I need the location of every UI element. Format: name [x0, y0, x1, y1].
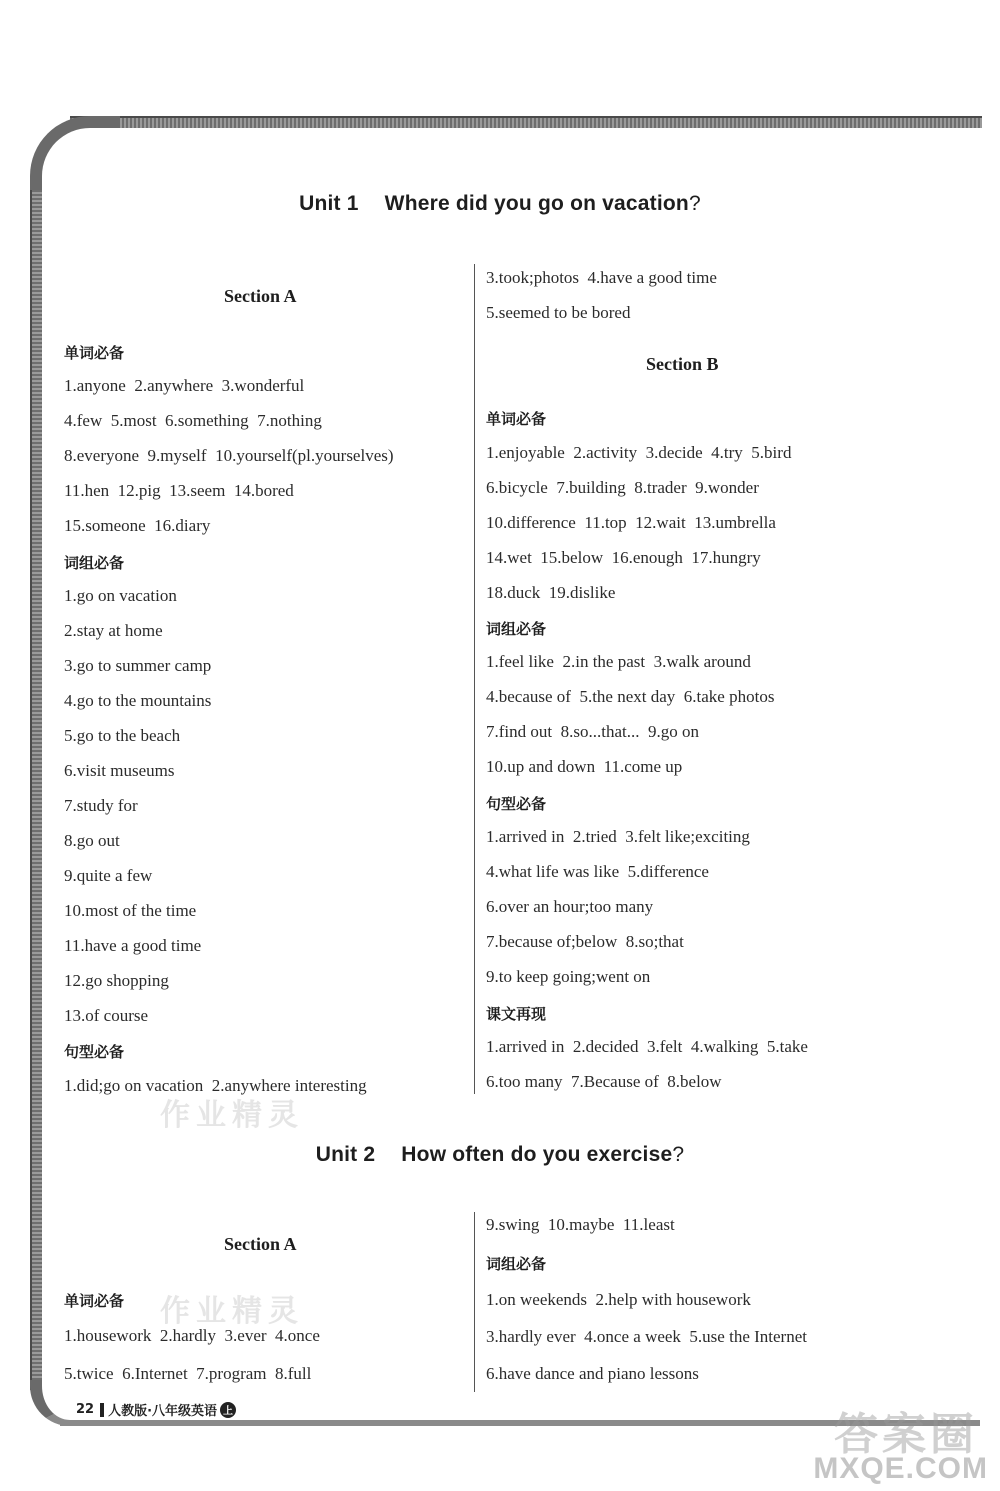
page-footer [76, 1400, 236, 1419]
footer-bar [100, 1403, 104, 1417]
column-divider [474, 264, 475, 1094]
list-item: 1.housework 2.hardly 3.ever 4.once [64, 1326, 320, 1345]
list-item: 11.hen 12.pig 13.seem 14.bored [64, 481, 294, 500]
list-item: 13.of course [64, 1006, 149, 1025]
list-item: 1.did;go on vacation 2.anywhere interesting [64, 1076, 367, 1095]
list-item: 2.stay at home [64, 621, 163, 640]
list-item: 6.visit museums [64, 761, 175, 780]
unit1-section-a-title: Section A [224, 286, 297, 306]
unit1-a-phrases-heading: 词组必备 [64, 554, 125, 572]
column-divider [474, 1212, 475, 1392]
list-item: 7.find out 8.so...that... 9.go on [486, 722, 699, 741]
list-item: 1.feel like 2.in the past 3.walk around [486, 652, 751, 671]
list-item: 5.seemed to be bored [486, 303, 631, 322]
watermark-stamp: 作业精灵 [160, 1098, 304, 1133]
unit1-b-phrases-heading: 词组必备 [486, 620, 547, 638]
list-item: 1.arrived in 2.tried 3.felt like;exciting [486, 827, 750, 846]
list-item: 4.what life was like 5.difference [486, 862, 709, 881]
unit2-a-words-heading: 单词必备 [64, 1292, 125, 1310]
list-item: 4.few 5.most 6.something 7.nothing [64, 411, 322, 430]
list-item: 14.wet 15.below 16.enough 17.hungry [486, 548, 761, 567]
list-item: 9.quite a few [64, 866, 153, 885]
unit1-section-b-title: Section B [646, 354, 719, 374]
unit2-section-a-title: Section A [224, 1234, 297, 1254]
list-item: 1.go on vacation [64, 586, 177, 605]
list-item: 3.go to summer camp [64, 656, 212, 675]
list-item: 6.have dance and piano lessons [486, 1364, 699, 1383]
page-number: 22 [76, 1402, 95, 1417]
unit1-b-text-heading: 课文再现 [486, 1005, 547, 1023]
list-item: 6.too many 7.Because of 8.below [486, 1072, 722, 1091]
unit1-number: Unit 1 [299, 192, 359, 215]
list-item: 7.study for [64, 796, 138, 815]
list-item: 6.over an hour;too many [486, 897, 654, 916]
list-item: 12.go shopping [64, 971, 169, 990]
watermark-stamp: 作业精灵 [160, 1294, 304, 1329]
list-item: 9.swing 10.maybe 11.least [486, 1215, 675, 1234]
list-item: 15.someone 16.diary [64, 516, 211, 535]
footer-publisher: 人教版·八年级英语 [108, 1404, 218, 1419]
list-item: 1.arrived in 2.decided 3.felt 4.walking 5.take [486, 1037, 808, 1056]
unit2-a-phrases-heading: 词组必备 [486, 1255, 547, 1273]
list-item: 10.difference 11.top 12.wait 13.umbrella [486, 513, 776, 532]
unit1-title [0, 192, 1000, 216]
list-item: 5.twice 6.Internet 7.program 8.full [64, 1364, 312, 1383]
unit2-title-text: How often do you exercise [401, 1143, 673, 1166]
list-item: 11.have a good time [64, 936, 202, 955]
list-item: 4.because of 5.the next day 6.take photos [486, 687, 775, 706]
list-item: 10.most of the time [64, 901, 197, 920]
volume-badge: 上 [220, 1402, 236, 1418]
unit1-b-words-heading: 单词必备 [486, 410, 547, 428]
watermark-logo: 答案圈 [834, 1409, 978, 1460]
watermark-site: MXQE.COM [813, 1452, 988, 1485]
unit2-qmark: ? [672, 1143, 685, 1166]
list-item: 3.hardly ever 4.once a week 5.use the Internet [486, 1327, 807, 1346]
list-item: 6.bicycle 7.building 8.trader 9.wonder [486, 478, 759, 497]
unit1-b-sentences-heading: 句型必备 [486, 795, 547, 813]
unit1-qmark: ? [688, 192, 701, 215]
unit2-title [0, 1143, 1000, 1167]
list-item: 8.go out [64, 831, 120, 850]
page-frame-top [70, 116, 982, 128]
list-item: 3.took;photos 4.have a good time [486, 268, 717, 287]
list-item: 1.on weekends 2.help with housework [486, 1290, 751, 1309]
unit2-number: Unit 2 [315, 1143, 376, 1166]
list-item: 8.everyone 9.myself 10.yourself(pl.yourselves) [64, 446, 394, 465]
unit1-a-words-heading: 单词必备 [64, 344, 125, 362]
unit1-title-text: Where did you go on vacation [384, 192, 689, 215]
list-item: 4.go to the mountains [64, 691, 212, 710]
page-frame-bottom-corner [30, 1380, 80, 1426]
list-item: 18.duck 19.dislike [486, 583, 616, 602]
unit1-a-sentences-heading: 句型必备 [64, 1043, 125, 1061]
list-item: 1.enjoyable 2.activity 3.decide 4.try 5.bird [486, 443, 792, 462]
list-item: 5.go to the beach [64, 726, 181, 745]
page-frame-left [30, 190, 42, 1390]
list-item: 7.because of;below 8.so;that [486, 932, 684, 951]
list-item: 10.up and down 11.come up [486, 757, 683, 776]
list-item: 1.anyone 2.anywhere 3.wonderful [64, 376, 305, 395]
list-item: 9.to keep going;went on [486, 967, 651, 986]
